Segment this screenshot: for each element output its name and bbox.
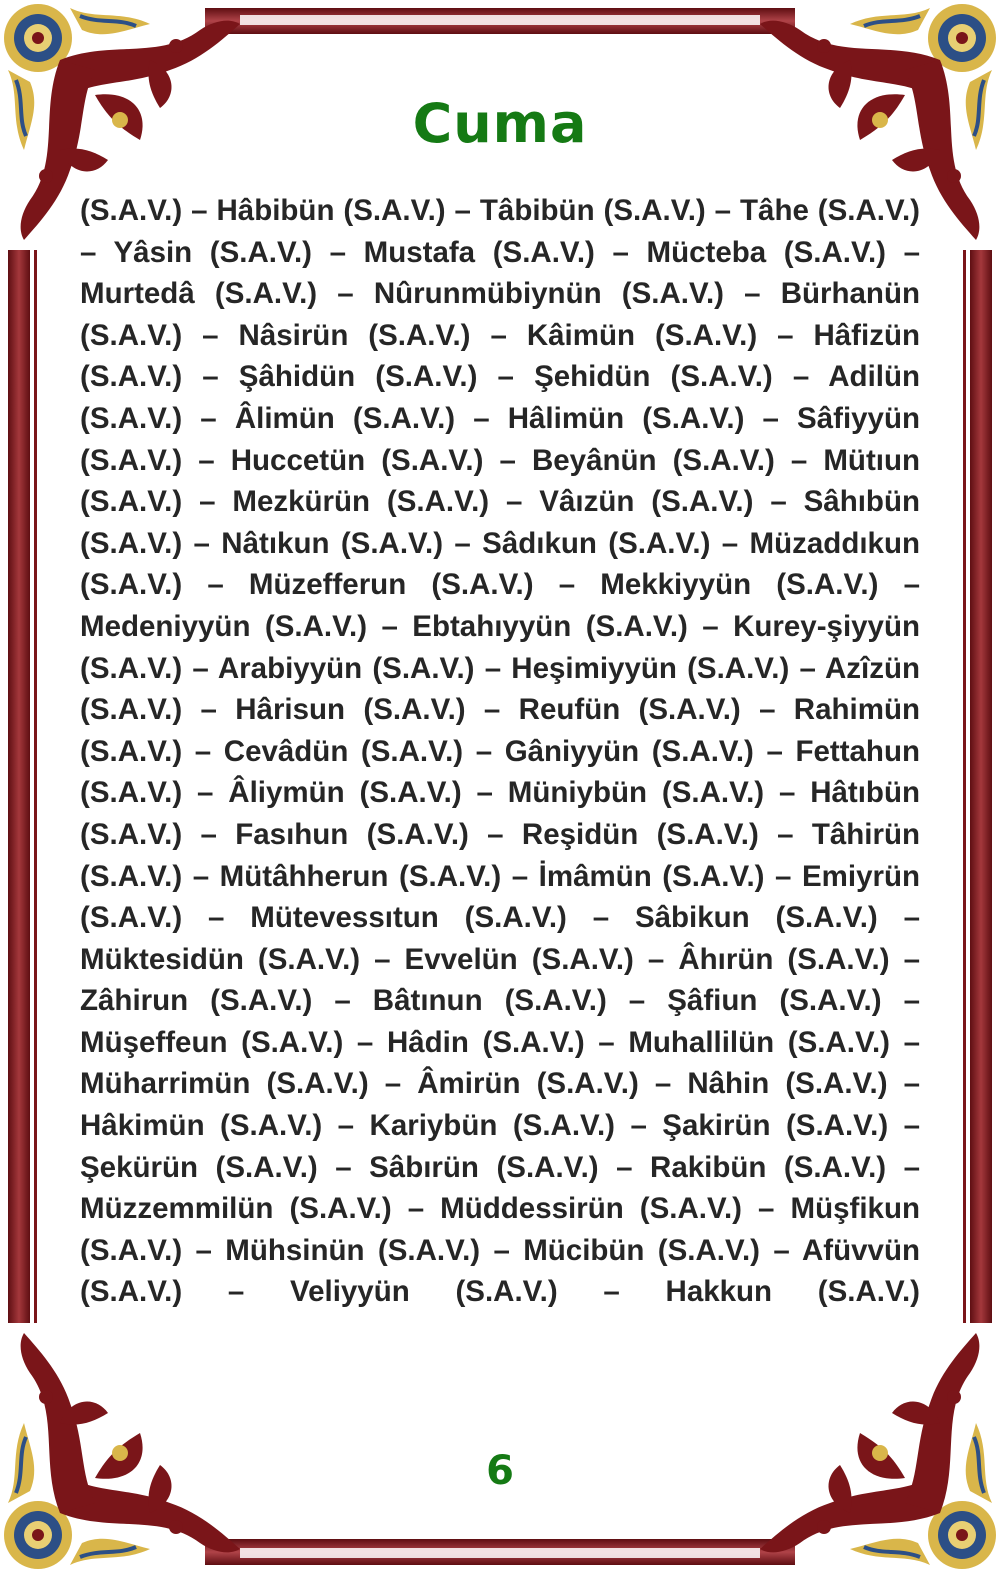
page-number: 6 xyxy=(486,1448,514,1494)
page-title: Cuma xyxy=(412,92,588,155)
body-text: (S.A.V.) – Hâbibün (S.A.V.) – Tâbibün (S.A.V.) – Tâhe (S.A.V.) – Yâsin (S.A.V.) – Mustafa (S.A.V.) – Mücteba (S.A.V.) – Murtedâ (S.A.V.) – Nûrunmübiynün (S.A.V.) – Bürhanün (S.A.V.) – Nâsirün (S.A.V.) – Kâimün (S.A.V.) – Hâfizün (S.A.V.) – Şâhidün (S.A.V.) – Şehidün (S.A.V.) – Adilün (S.A.V.) – Âlimün (S.A.V.) – Hâlimün (S.A.V.) – Sâfiyyün (S.A.V.) – Huccetün (S.A.V.) – Beyânün (S.A.V.) – Mütıun (S.A.V.) – Mezkürün (S.A.V.) – Vâızün (S.A.V.) – Sâhıbün (S.A.V.) – Nâtıkun (S.A.V.) – Sâdıkun (S.A.V.) – Müzaddıkun (S.A.V.) – Müzefferun (S.A.V.) – Mekkiyyün (S.A.V.) – Medeniyyün (S.A.V.) – Ebtahıyyün (S.A.V.) – Kurey-şiyyün (S.A.V.) – Arabiyyün (S.A.V.) – Heşimiyyün (S.A.V.) – Azîzün (S.A.V.) – Hârisun (S.A.V.) – Reufün (S.A.V.) – Rahimün (S.A.V.) – Cevâdün (S.A.V.) – Gâniyyün (S.A.V.) – Fettahun (S.A.V.) – Âliymün (S.A.V.) – Müniybün (S.A.V.) – Hâtıbün (S.A.V.) – Fasıhun (S.A.V.) – Reşidün (S.A.V.) – Tâhirün (S.A.V.) – Mütâhherun (S.A.V.) – İmâmün (S.A.V.) – Emiyrün (S.A.V.) – Mütevessıtun (S.A.V.) – Sâbikun (S.A.V.) – Müktesidün (S.A.V.) – Evvelün (S.A.V.) – Âhırün (S.A.V.) – Zâhirun (S.A.V.) – Bâtınun (S.A.V.) – Şâfiun (S.A.V.) – Müşeffeun (S.A.V.) – Hâdin (S.A.V.) – Muhallilün (S.A.V.) – Müharrimün (S.A.V.) – Âmirün (S.A.V.) – Nâhin (S.A.V.) – Hâkimün (S.A.V.) – Kariybün (S.A.V.) – Şakirün (S.A.V.) – Şekürün (S.A.V.) – Sâbırün (S.A.V.) – Rakibün (S.A.V.) – Müzzemmilün (S.A.V.) – Müddessirün (S.A.V.) – Müşfikun (S.A.V.) – Mühsinün (S.A.V.) – Mücibün (S.A.V.) – Afüvvün (S.A.V.) – Veliyyün (S.A.V.) – Hakkun (S.A.V.) xyxy=(80,194,920,1309)
